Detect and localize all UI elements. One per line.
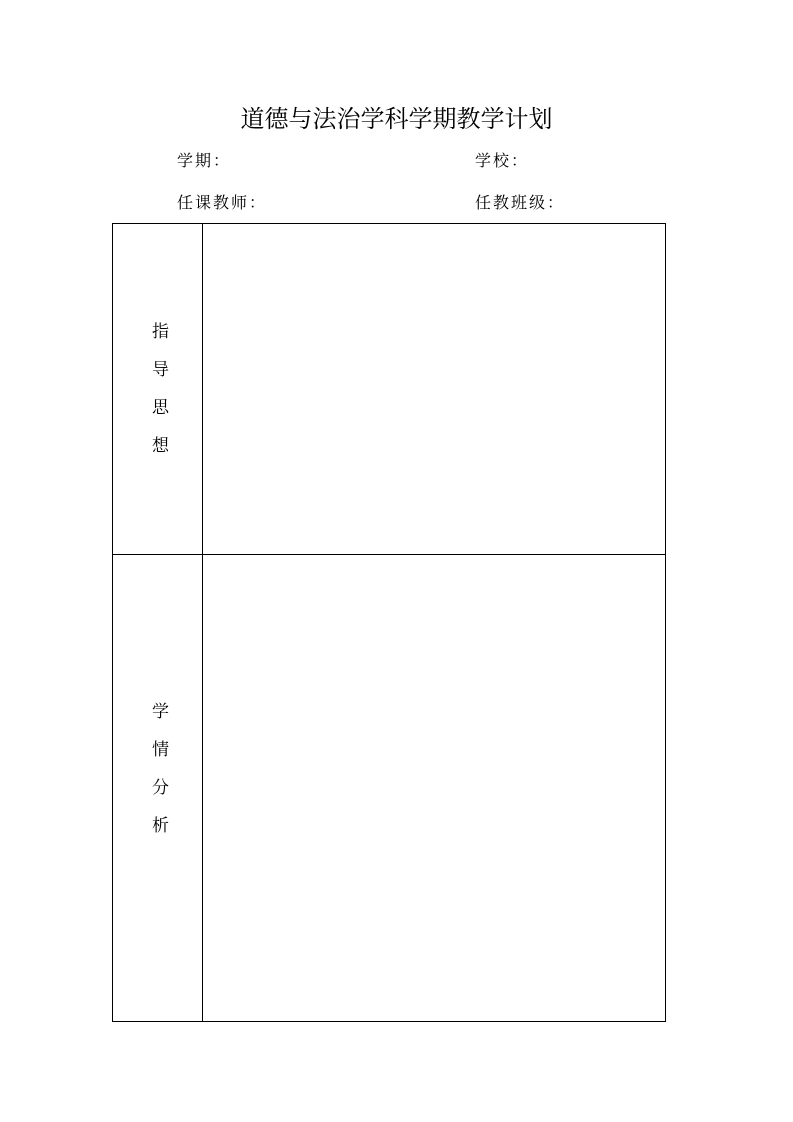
classes-label: 任教班级： — [475, 193, 566, 212]
student-analysis-label-cell — [113, 555, 203, 1021]
plan-table — [112, 223, 666, 1022]
document-title: 道德与法治学科学期教学计划 — [240, 105, 553, 133]
guiding-ideology-label: 指导思想 — [148, 322, 168, 474]
student-analysis-row — [113, 555, 665, 1021]
guiding-ideology-content-cell[interactable] — [203, 224, 665, 554]
student-analysis-content-cell[interactable] — [203, 555, 665, 1021]
guiding-ideology-label-cell — [113, 224, 203, 554]
teacher-label: 任课教师： — [177, 193, 268, 212]
student-analysis-label: 学情分析 — [148, 702, 168, 854]
semester-label: 学期： — [177, 151, 232, 170]
school-label: 学校： — [475, 151, 530, 170]
guiding-ideology-row — [113, 224, 665, 555]
